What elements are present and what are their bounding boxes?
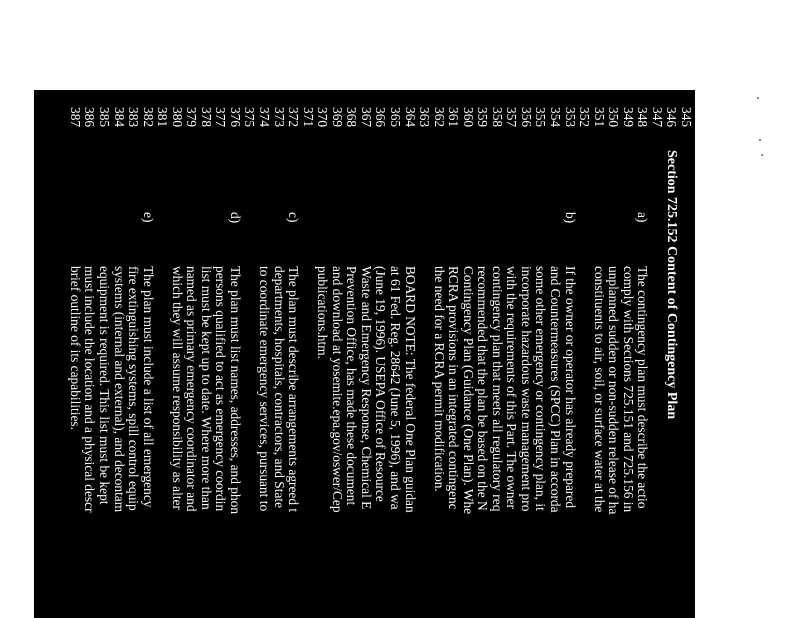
scan-speck [757, 97, 759, 99]
text-line [664, 90, 679, 618]
text-line [533, 90, 548, 618]
line-text: and Countermeasures (SPCC) Plan in accorda [548, 266, 564, 513]
line-text: persons qualified to act as emergency coordin [213, 266, 229, 512]
text-line [606, 90, 621, 618]
line-text: recommended that the plan be based on the N [475, 266, 491, 511]
line-number: 384 [111, 107, 127, 128]
line-number: 371 [300, 107, 316, 128]
line-text: Prevention Office, has made these document [344, 266, 360, 506]
line-text: constituents to air, soil, or surface water at the [591, 266, 607, 513]
text-line [257, 90, 272, 618]
line-number: 385 [97, 107, 112, 128]
text-line [227, 90, 242, 618]
line-number: 357 [504, 107, 520, 128]
line-number: 347 [649, 107, 665, 128]
line-text: fire extinguishing systems, spill control equip [126, 266, 142, 511]
text-line [562, 90, 577, 618]
line-number: 364 [402, 107, 418, 128]
line-number: 377 [213, 107, 229, 128]
line-number: 368 [344, 107, 360, 128]
line-text: list must be kept up to date. Where more than [198, 266, 214, 510]
line-number: 365 [388, 107, 403, 128]
line-text: the need for a RCRA permit modification. [431, 266, 447, 492]
text-line [620, 90, 635, 618]
line-number: 346 [664, 107, 680, 128]
scan-speck [761, 154, 763, 156]
line-text: Contingency Plan (Guidance (One Plan). Whe [460, 266, 476, 515]
line-text: which they will assume responsibility as alter [169, 266, 185, 510]
line-number: 353 [562, 107, 578, 128]
line-number: 374 [257, 107, 273, 128]
text-line [387, 90, 402, 618]
text-line [504, 90, 519, 618]
subsection-marker: b) [562, 212, 578, 224]
text-line [126, 90, 141, 618]
line-text: departments, hospitals, contractors, and State [271, 266, 287, 509]
line-number: 352 [577, 107, 593, 128]
text-line [649, 90, 664, 618]
line-number: 369 [329, 107, 345, 128]
line-text: contingency plan that meets all regulatory req [489, 266, 505, 512]
line-number: 375 [242, 107, 258, 128]
document-page [34, 90, 695, 618]
line-number: 361 [446, 107, 462, 128]
line-text: brief outline of its capabilities. [67, 266, 83, 430]
text-line [373, 90, 388, 618]
text-line [169, 90, 184, 618]
line-number: 355 [533, 107, 549, 128]
text-line [548, 90, 563, 618]
section-heading: Section 725.152 Content of Contingency Plan [664, 150, 680, 420]
subsection-marker: c) [286, 212, 302, 223]
line-number: 378 [198, 107, 214, 128]
text-line [140, 90, 155, 618]
line-number: 367 [358, 107, 374, 128]
text-line [286, 90, 301, 618]
text-line [591, 90, 606, 618]
line-number: 348 [635, 107, 651, 128]
line-text: The contingency plan must describe the actio [635, 266, 651, 509]
text-line [96, 90, 111, 618]
line-text: some other emergency or contingency plan, it [533, 266, 549, 511]
line-text: unplanned sudden or non-sudden release of ha [606, 266, 622, 515]
subsection-marker: e) [140, 212, 156, 223]
line-text: The plan must include a list of all emergency [140, 266, 156, 508]
line-number: 345 [679, 107, 694, 128]
line-text: comply with Sections 725.151 and 725.156 in [620, 266, 636, 513]
text-line [577, 90, 592, 618]
text-line [155, 90, 170, 618]
text-line [417, 90, 432, 618]
text-line [344, 90, 359, 618]
text-line [271, 90, 286, 618]
text-line [446, 90, 461, 618]
line-number: 376 [227, 107, 243, 128]
text-line [111, 90, 126, 618]
line-number: 363 [417, 107, 433, 128]
text-line [489, 90, 504, 618]
line-number: 358 [489, 107, 505, 128]
text-line [198, 90, 213, 618]
text-line [184, 90, 199, 618]
line-number: 350 [606, 107, 622, 128]
text-line [315, 90, 330, 618]
line-number: 362 [431, 107, 447, 128]
text-line [213, 90, 228, 618]
line-number: 356 [518, 107, 534, 128]
text-line [358, 90, 373, 618]
line-number: 366 [373, 107, 389, 128]
line-text: incorporate hazardous waste management pro [518, 266, 534, 512]
line-text: equipment is required. This list must be kept [97, 266, 112, 505]
line-number: 387 [67, 107, 83, 128]
line-number: 382 [140, 107, 156, 128]
text-line [67, 90, 82, 618]
text-line [635, 90, 650, 618]
line-number: 380 [169, 107, 185, 128]
line-number: 379 [184, 107, 200, 128]
line-number: 359 [475, 107, 491, 128]
line-number: 360 [460, 107, 476, 128]
text-line [678, 90, 693, 618]
scan-speck [759, 139, 761, 141]
line-text: The plan must list names, addresses, and phon [227, 266, 243, 515]
line-text: with the requirements of this Part. The owner [504, 266, 520, 509]
subsection-marker: d) [227, 212, 243, 224]
text-line [402, 90, 417, 618]
line-text: systems (internal and external), and decontam [111, 266, 127, 513]
text-line [242, 90, 257, 618]
line-number: 354 [548, 107, 564, 128]
line-text: RCRA provisions in an integrated contingenc [446, 266, 462, 510]
document-viewport [34, 90, 695, 618]
line-text: must include the location and a physical descr [82, 266, 98, 513]
line-number: 372 [286, 107, 302, 128]
line-text: The plan must describe arrangements agreed t [286, 266, 302, 513]
line-number: 351 [591, 107, 607, 128]
text-line [329, 90, 344, 618]
line-text: publications.htm. [315, 266, 331, 359]
line-number: 381 [155, 107, 171, 128]
line-text: named as primary emergency coordinator and [184, 266, 200, 512]
line-number: 373 [271, 107, 287, 128]
line-text: (June 19, 1996). USEPA Office of Resource [373, 266, 389, 502]
line-text: Waste and Emergency Response, Chemical E [358, 266, 374, 510]
line-text: If the owner or operator has already prepared [562, 266, 578, 509]
line-number: 349 [620, 107, 636, 128]
subsection-marker: a) [635, 212, 651, 223]
text-line [460, 90, 475, 618]
line-number: 386 [82, 107, 98, 128]
line-text: and download at yosemite.epa.gov/oswer/Cep [329, 266, 345, 513]
line-number: 370 [315, 107, 331, 128]
text-line [82, 90, 97, 618]
line-text: BOARD NOTE: The federal One Plan guidan [402, 266, 418, 513]
line-text: at 61 Fed. Reg. 28642 (June 5, 1996), and wa [388, 266, 403, 510]
text-line [431, 90, 446, 618]
line-text: to coordinate emergency services, pursuant to [257, 266, 273, 512]
line-number: 383 [126, 107, 142, 128]
text-line [475, 90, 490, 618]
text-line [300, 90, 315, 618]
text-line [518, 90, 533, 618]
